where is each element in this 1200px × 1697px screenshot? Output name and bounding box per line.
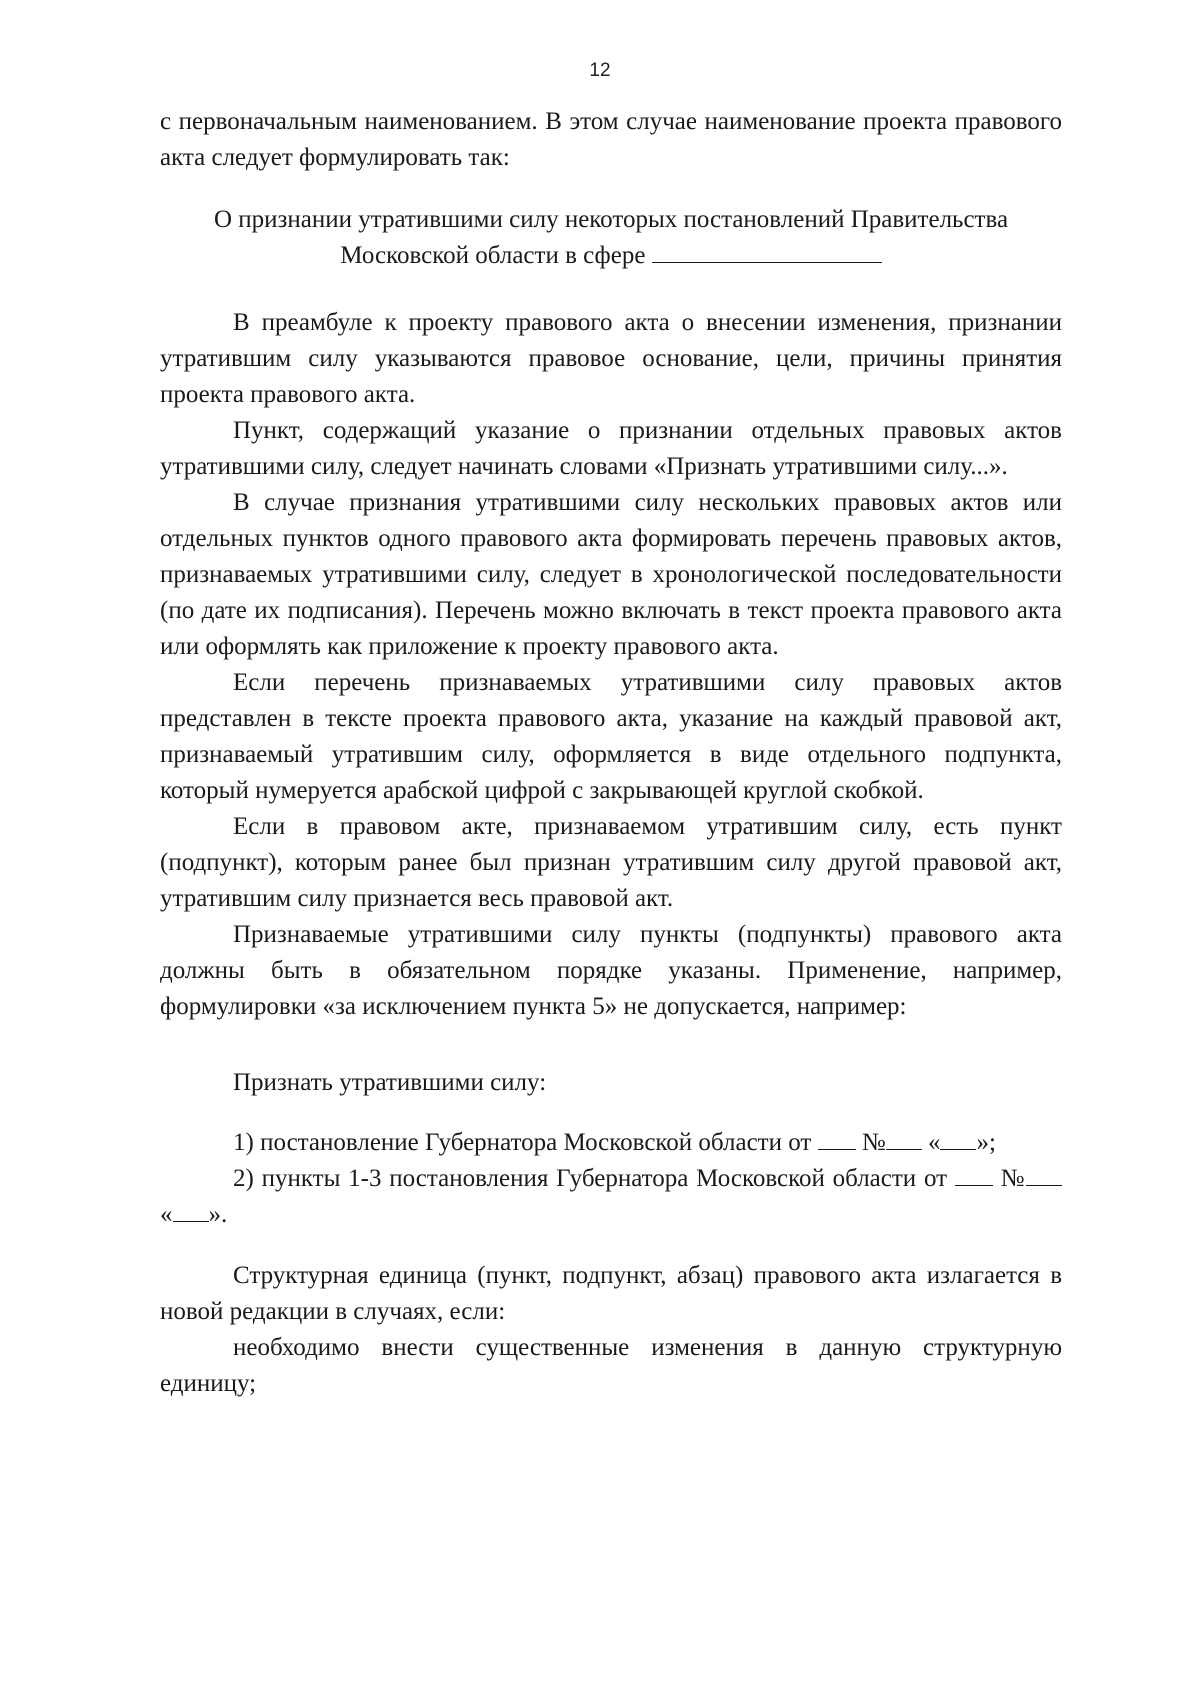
blank-title [173, 1199, 209, 1222]
paragraph-specified-items: Признаваемые утратившими силу пункты (подпункты) правового акта должны быть в обязательном порядке указаны. Применение, например, формулировки «за исключением пункта 5» не допускается, например: [160, 921, 1062, 1020]
open-quote: « [927, 1129, 941, 1156]
example-title-line-2-text: Московской области в сфере [340, 242, 646, 269]
blank-title [940, 1127, 976, 1150]
example-title-line-1: О признании утратившими силу некоторых постановлений Правительства [213, 206, 1009, 233]
open-quote: « [160, 1201, 173, 1228]
blank-number [1026, 1163, 1062, 1186]
number-sign: № [861, 1129, 886, 1156]
example-heading: Признать утратившими силу: [233, 1069, 547, 1096]
paragraph-new-edition: Структурная единица (пункт, подпункт, абзац) правового акта излагается в новой редакции в случаях, если: [160, 1262, 1062, 1325]
blank-date [955, 1163, 993, 1186]
intro-paragraph [160, 104, 1062, 176]
example-item-2-text: 2) пункты 1-3 постановления Губернатора Московской области от [233, 1165, 948, 1192]
example-item-1 [160, 1125, 1062, 1161]
blank-date [818, 1127, 856, 1150]
blank-line [652, 240, 882, 263]
example-title-block [160, 202, 1062, 274]
example-item-1-text: 1) постановление Губернатора Московской области от [233, 1129, 812, 1156]
close-quote: »; [976, 1129, 996, 1156]
example-item-2 [160, 1161, 1062, 1233]
close-quote: ». [208, 1201, 228, 1228]
intro-text: с первоначальным наименованием. В этом случае наименование проекта правового акта следует формулировать так: [160, 108, 1062, 171]
paragraph-preamble: В преамбуле к проекту правового акта о внесении изменения, признании утратившим силу указываются правовое основание, цели, причины принятия проекта правового акта. [160, 309, 1062, 408]
paragraph-list-in-text: Если перечень признаваемых утратившими силу правовых актов представлен в тексте проекта правового акта, указание на каждый правовой акт, признаваемый утратившим силу, оформляется в виде отдельного подпункта, который нумеруется арабской цифрой с закрывающей круглой скобкой. [160, 669, 1062, 804]
paragraph-list-order: В случае признания утратившими силу нескольких правовых актов или отдельных пунктов одного правового акта формировать перечень правовых актов, признаваемых утратившими силу, следует в хронологической последовательности (по дате их подписания). Перечень можно включать в текст проекта правового акта или оформлять как приложение к проекту правового акта. [160, 489, 1062, 660]
example-list [160, 1125, 1062, 1233]
number-sign: № [1000, 1165, 1027, 1192]
closing-paragraphs [160, 1258, 1062, 1402]
blank-number [886, 1127, 922, 1150]
paragraph-clause-start: Пункт, содержащий указание о признании отдельных правовых актов утратившими силу, следует начинать словами «Признать утратившими силу...». [160, 417, 1062, 480]
example-title-line-2 [160, 238, 1062, 274]
example-block [160, 1065, 1062, 1101]
page-number: 12 [589, 60, 611, 81]
paragraph-whole-act: Если в правовом акте, признаваемом утратившим силу, есть пункт (подпункт), которым ранее был признан утратившим силу другой правовой акт, утратившим силу признается весь правовой акт. [160, 813, 1062, 912]
body-paragraphs [160, 305, 1062, 1025]
paragraph-significant-changes: необходимо внести существенные изменения в данную структурную единицу; [160, 1334, 1062, 1397]
